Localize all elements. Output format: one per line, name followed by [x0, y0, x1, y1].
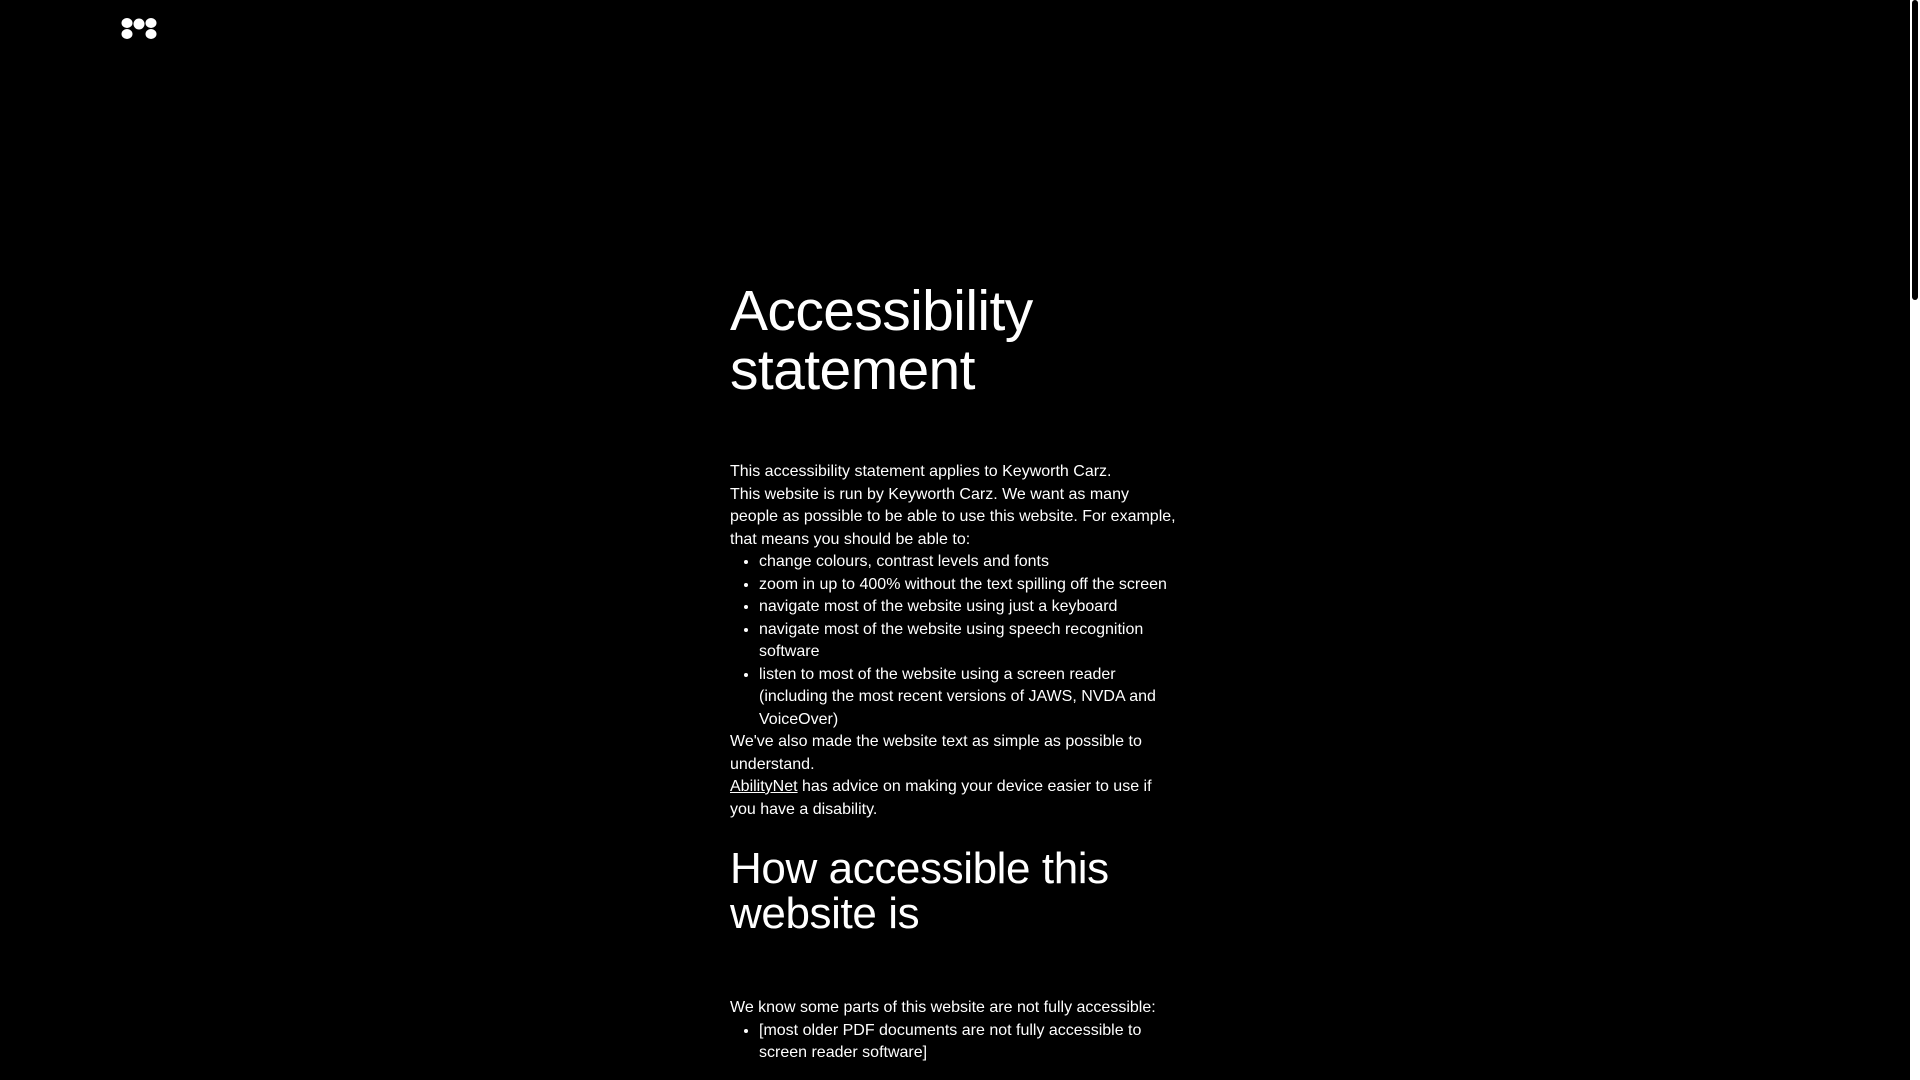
abilitynet-paragraph [730, 776, 1180, 821]
main-content [730, 279, 1180, 1065]
intro-section [730, 461, 1180, 821]
intro-paragraph-2: This website is run by Keyworth Carz. We want as many people as possible to be able to use this website. For example, that means you should be able to: [730, 485, 1176, 548]
scrollbar-thumb[interactable] [1912, 0, 1918, 300]
abilities-list [730, 551, 1180, 731]
flower-logo-icon[interactable] [121, 16, 157, 40]
list-item: • navigate most of the website using speech recognition software [759, 619, 1180, 664]
list-item: • zoom in up to 400% without the text spilling off the screen [759, 574, 1180, 597]
list-item: • change colours, contrast levels and fonts [759, 551, 1180, 574]
intro-paragraph-1: This accessibility statement applies to Keyworth Carz. [730, 463, 1112, 480]
abilitynet-link[interactable]: AbilityNet [730, 778, 798, 795]
known-issues-list [730, 1020, 1180, 1065]
list-item: • navigate most of the website using just a keyboard [759, 596, 1180, 619]
section-heading: How accessible this website is [730, 844, 1109, 938]
list-item: • listen to most of the website using a screen reader (including the most recent versions of JAWS, NVDA and VoiceOver) [759, 664, 1180, 732]
list-item: • [most older PDF documents are not fully accessible to screen reader software] [759, 1020, 1180, 1065]
scrollbar[interactable] [1910, 0, 1920, 1080]
page-title: Accessibility statement [730, 279, 1033, 402]
simple-text-paragraph: We've also made the website text as simple as possible to understand. [730, 733, 1142, 773]
known-issues-intro: We know some parts of this website are not fully accessible: [730, 999, 1156, 1016]
known-issues-section [730, 997, 1180, 1065]
abilitynet-text: has advice on making your device easier to use if you have a disability. [730, 778, 1152, 818]
